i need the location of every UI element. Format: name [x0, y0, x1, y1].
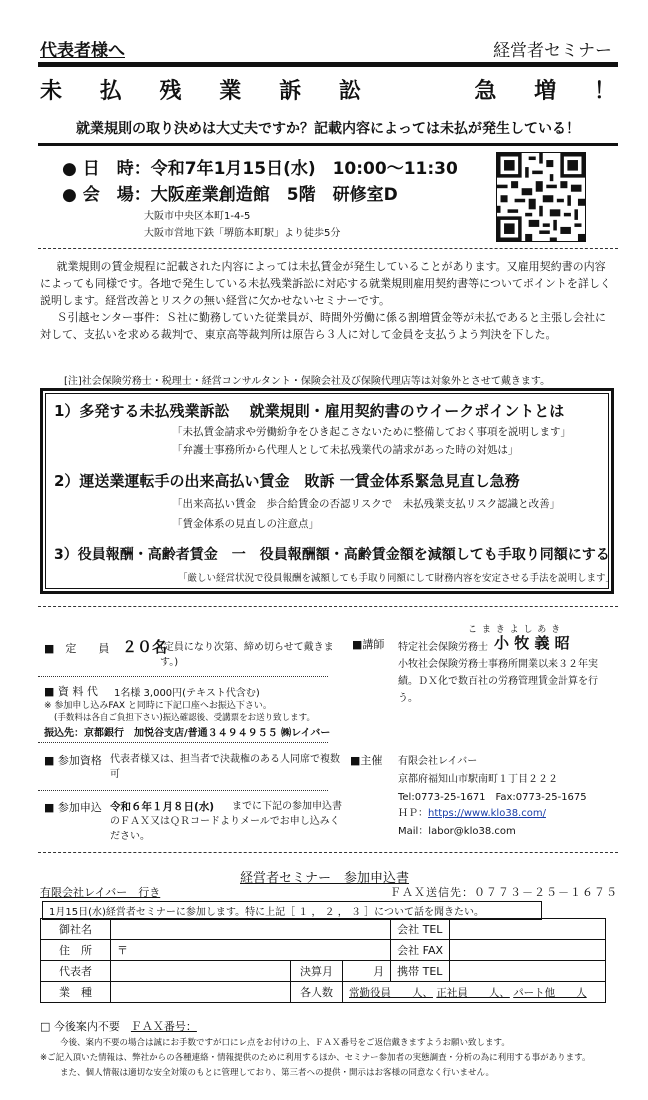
form-fax-number: ＦＡＸ送信先：０７７３－２５－１６７５	[390, 886, 618, 899]
fiscal-input[interactable]: 月	[343, 961, 391, 982]
title-char: 未	[40, 79, 65, 104]
host-hp-label: ＨＰ：	[398, 808, 428, 819]
venue-address: 大阪市中央区本町1-4-5	[144, 211, 251, 222]
capacity-label: ■ 定 員	[44, 642, 110, 655]
address-label: 住 所	[41, 940, 111, 961]
qr-code[interactable]	[496, 152, 586, 242]
topic-point: 「厳しい経営状況で役員報酬を減額しても手取り同額にして財務内容を安定させる手法を説明します」	[178, 573, 616, 584]
footer-note: ※ご記入頂いた情報は、弊社からの各種連絡・情報提供のために利用するほか、セミナー参加者の実態調査・分析の為に利用する事があります。	[40, 1053, 591, 1063]
mobile-input[interactable]	[450, 961, 606, 982]
eligibility-value: 代表者様又は、担当者で決裁権のある人同席で複数可	[110, 754, 340, 780]
topic-point: 「出来高払い賃金 歩合給賃金の否認リスクで 未払残業支払リスク認識と改善」	[172, 498, 561, 510]
host-mail[interactable]: Mail：labor@klo38.com	[398, 826, 516, 837]
title-rule	[38, 143, 618, 146]
capacity-value: ２０名	[122, 638, 168, 656]
fiscal-label: 決算月	[291, 961, 343, 982]
tel-input[interactable]	[450, 919, 606, 940]
apply-text: までに下記の参加申込書のＦＡＸ又はＱＲコードよりメールでお申し込みください。	[110, 801, 342, 842]
footer-note: 今後、案内不要の場合は誠にお手数ですが口にレ点をお付けの上、ＦＡＸ番号をご返信戴きますようお願い致します。	[60, 1038, 510, 1048]
topic-heading: 3）役員報酬・高齢者賃金 一 役員報酬額・高齢賃金額を減額しても手取り同額にする	[54, 547, 610, 563]
recipient-label: 代表者様へ	[40, 41, 125, 61]
host-hp-link[interactable]: https://www.klo38.com/	[428, 808, 546, 819]
seminar-label: 経営者セミナー	[493, 41, 612, 61]
speaker-bio: 小牧社会保険労務士事務所開業以来３２年実績。ＤＸ化で数百社の労務管理賃金計算を行う。	[398, 659, 598, 704]
title-char: 業	[219, 79, 244, 104]
title-char: 増	[534, 79, 559, 104]
divider	[38, 852, 618, 853]
staff-regular: 正社員 人、	[436, 986, 510, 999]
title-char: 急	[474, 79, 499, 104]
form-intro: 1月15日(水)経営者セミナーに参加します。特に上記［ １ ， ２ ， ３ ］について話を聞きたい。	[42, 901, 542, 920]
topic-point: 「未払賃金請求や労働紛争をひき起こさないために整備しておく事項を説明します」	[172, 426, 571, 438]
topic-heading: 1）多発する未払残業訴訟 就業規則・雇用契約書のウイークポイントとは	[54, 402, 565, 420]
top-rule	[38, 62, 618, 67]
title-char: 残	[159, 79, 184, 104]
fee-label: ■ 資 料 代	[44, 685, 98, 698]
rep-input[interactable]	[111, 961, 291, 982]
bank-account: 振込先：京都銀行 加悦谷支店/普通３４９４９５５ ㈱レイバー	[44, 728, 331, 739]
intro-text	[40, 258, 616, 343]
fax-label: 会社 FAX	[391, 940, 450, 961]
speaker-name: 小 牧 義 昭	[494, 634, 570, 652]
divider	[38, 606, 618, 607]
staff-counts[interactable]	[343, 982, 606, 1003]
topic-point: 「賃金体系の見直しの注意点」	[172, 518, 319, 530]
divider	[38, 248, 618, 249]
topic-point: 「弁護士事務所から代理人として未払残業代の請求があった時の対処は」	[172, 444, 519, 456]
topic-heading: 2）運送業運転手の出来高払い賃金 敗訴 一賃金体系緊急見直し急務	[54, 472, 520, 490]
title-gap	[399, 74, 439, 105]
divider	[38, 742, 328, 743]
capacity-note: (定員になり次第、締め切らせて戴きます。)	[160, 642, 334, 668]
eligibility-label: ■ 参加資格	[44, 754, 102, 767]
speaker-ruby: こ ま き よ し あ き	[468, 625, 562, 635]
company-input[interactable]	[111, 919, 391, 940]
form-recipient: 有限会社レイバー 行き	[40, 886, 161, 899]
fax-input[interactable]	[450, 940, 606, 961]
title-char: 払	[99, 79, 124, 104]
optout-fax-label: ＦＡＸ番号：	[130, 1020, 197, 1033]
footer-note: また、個人情報は適切な安全対策のもとに管理しており、第三者への提供・開示はお客様の同意なく行いません。	[60, 1068, 495, 1078]
tel-label: 会社 TEL	[391, 919, 450, 940]
subtitle: 就業規則の取り決めは大丈夫ですか？記載内容によっては未払が発生している！	[76, 121, 580, 137]
staff-part-time: パート他 人	[513, 986, 587, 999]
apply-label: ■ 参加申込	[44, 801, 102, 814]
host-address: 京都府福知山市駅南町１丁目２２２	[398, 774, 558, 785]
host-label: ■主催	[350, 754, 383, 767]
main-title	[40, 74, 618, 105]
intro-paragraph: Ｓ引越センター事件：Ｓ社に勤務していた従業員が、時間外労働に係る割増賃金等が未払であると主張し会社に対して、支払いを求める裁判で、東京高等裁判所は原告ら３人に対して金員を支払うよう判決を下した。	[40, 311, 607, 341]
fee-note: ※ 参加申し込みFAX と同時に下記口座へお振込下さい。	[44, 701, 272, 711]
application-form-table	[40, 918, 606, 1003]
form-title: 経営者セミナー 参加申込書	[240, 871, 410, 886]
host-tel-fax: Tel:0773-25-1671 Fax:0773-25-1675	[398, 792, 587, 803]
staff-officers: 常勤役員 人、	[349, 986, 433, 999]
event-venue: ● 会 場：大阪産業創造館 5階 研修室D	[62, 185, 398, 205]
rep-label: 代表者	[41, 961, 111, 982]
intro-paragraph: 就業規則の賃金規程に記載された内容によっては未払賃金が発生していることがあります。又雇用契約書の内容によっても同様です。各地で発生している未払残業訴訟に対応する就業規則雇用契約書等についてポイントを詳しく説明します。経営改善とリスクの無い経営に欠かせないセミナーです。	[40, 260, 611, 307]
title-char: ！	[593, 79, 618, 104]
staff-label: 各人数	[291, 982, 343, 1003]
host-name: 有限会社レイバー	[398, 756, 478, 767]
address-input[interactable]: 〒	[111, 940, 391, 961]
speaker-label: ■講師	[352, 638, 385, 651]
mobile-label: 携帯 TEL	[391, 961, 450, 982]
fee-value: 1名様 3,000円(テキスト代含む)	[114, 688, 260, 699]
exclusion-note: [注]社会保険労務士・税理士・経営コンサルタント・保険会社及び保険代理店等は対象外とさせて戴きます。	[64, 376, 551, 387]
divider	[38, 790, 328, 791]
qr-code-image	[497, 153, 585, 241]
fee-note: (手数料は各自ご負担下さい)振込確認後、受講票をお送り致します。	[54, 713, 315, 723]
divider	[38, 676, 328, 677]
event-date: ● 日 時：令和7年1月15日(水) 10:00〜11:30	[62, 159, 458, 179]
optout-label: □ 今後案内不要	[40, 1020, 120, 1033]
apply-deadline: 令和６年１月８日(水)	[110, 801, 215, 813]
industry-label: 業 種	[41, 982, 111, 1003]
host-hp	[398, 804, 546, 819]
optout-checkbox[interactable]	[40, 1018, 257, 1034]
title-char: 訴	[279, 79, 304, 104]
industry-input[interactable]	[111, 982, 291, 1003]
venue-access: 大阪市営地下鉄「堺筋本町駅」より徒歩5分	[144, 228, 341, 239]
title-char: 訟	[338, 79, 363, 104]
company-label: 御社名	[41, 919, 111, 940]
speaker-title: 特定社会保険労務士	[398, 642, 488, 653]
